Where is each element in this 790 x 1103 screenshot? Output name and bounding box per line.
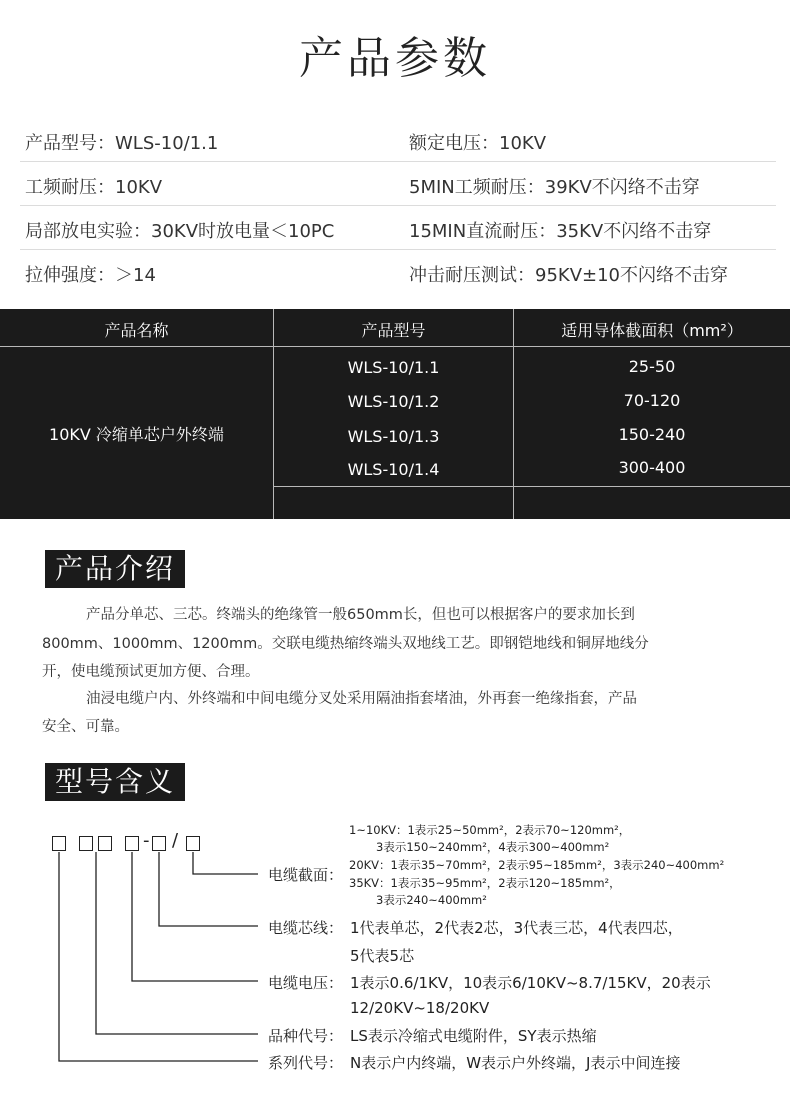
- section-line: 3表示240~400mm²: [376, 893, 487, 907]
- param-right: 额定电压：10KV: [409, 133, 547, 154]
- table-header-cell: 适用导体截面积（mm²）: [561, 321, 743, 340]
- param-right: 冲击耐压测试：95KV±10不闪络不击穿: [409, 265, 729, 286]
- series-label: 系列代号：: [268, 1054, 344, 1072]
- leader-variety: [96, 852, 258, 1034]
- code-slash: /: [172, 830, 179, 851]
- leader-section: [193, 852, 258, 874]
- voltage-text: 1表示0.6/1KV，10表示6/10KV~8.7/15KV，20表示: [350, 974, 711, 992]
- area-cell: 300-400: [618, 458, 686, 477]
- voltage-text: 12/20KV~18/20KV: [350, 999, 490, 1017]
- section-label: 电缆截面：: [268, 866, 344, 884]
- model-cell: WLS-10/1.2: [347, 392, 440, 411]
- intro-line: 油浸电缆户内、外终端和中间电缆分叉处采用隔油指套堵油，外再套一绝缘指套，产品: [86, 691, 637, 707]
- code-dash: -: [143, 830, 150, 851]
- leader-voltage: [132, 852, 258, 981]
- section-line: 35KV：1表示35~95mm²，2表示120~185mm²，: [349, 876, 621, 890]
- area-cell: 150-240: [618, 425, 686, 444]
- table-header-cell: 产品型号: [361, 321, 426, 340]
- page-title: 产品参数: [299, 33, 491, 84]
- product-name-cell: 10KV 冷缩单芯户外终端: [49, 425, 224, 444]
- cores-text: 5代表5芯: [350, 947, 415, 965]
- model-cell: WLS-10/1.1: [347, 358, 440, 377]
- param-left: 拉伸强度：＞14: [25, 265, 156, 286]
- param-left: 局部放电实验：30KV时放电量＜10PC: [25, 221, 335, 242]
- model-cell: WLS-10/1.4: [347, 460, 440, 479]
- intro-line: 800mm、1000mm、1200mm。交联电缆热缩终端头双地线工艺。即钢铠地线和铜屏地线分: [42, 636, 649, 652]
- cores-text: 1代表单芯，2代表2芯，3代表三芯，4代表四芯，: [350, 919, 683, 937]
- series-text: N表示户内终端，W表示户外终端，J表示中间连接: [350, 1054, 681, 1072]
- param-right: 5MIN工频耐压：39KV不闪络不击穿: [409, 177, 700, 198]
- area-cell: 25-50: [628, 357, 676, 376]
- intro-heading: 产品介绍: [45, 550, 185, 588]
- variety-label: 品种代号：: [268, 1027, 344, 1045]
- intro-line: 开，使电缆预试更加方便、合理。: [42, 664, 260, 680]
- area-cell: 70-120: [623, 391, 681, 410]
- variety-text: LS表示冷缩式电缆附件，SY表示热缩: [350, 1027, 597, 1045]
- voltage-label: 电缆电压：: [268, 974, 344, 992]
- section-line: 1~10KV：1表示25~50mm²，2表示70~120mm²，: [349, 823, 631, 837]
- model-cell: WLS-10/1.3: [347, 427, 440, 446]
- section-line: 20KV：1表示35~70mm²，2表示95~185mm²，3表示240~400mm²: [349, 858, 725, 872]
- leader-cores: [159, 852, 258, 926]
- intro-line: 产品分单芯、三芯。终端头的绝缘管一般650mm长，但也可以根据客户的要求加长到: [86, 607, 635, 623]
- param-right: 15MIN直流耐压：35KV不闪络不击穿: [409, 221, 712, 242]
- table-header-cell: 产品名称: [104, 321, 169, 340]
- model-heading: 型号含义: [45, 763, 185, 801]
- section-line: 3表示150~240mm²，4表示300~400mm²: [376, 840, 610, 854]
- intro-line: 安全、可靠。: [42, 719, 129, 735]
- param-left: 产品型号：WLS-10/1.1: [25, 133, 219, 154]
- cores-label: 电缆芯线：: [268, 919, 344, 937]
- param-left: 工频耐压：10KV: [25, 177, 163, 198]
